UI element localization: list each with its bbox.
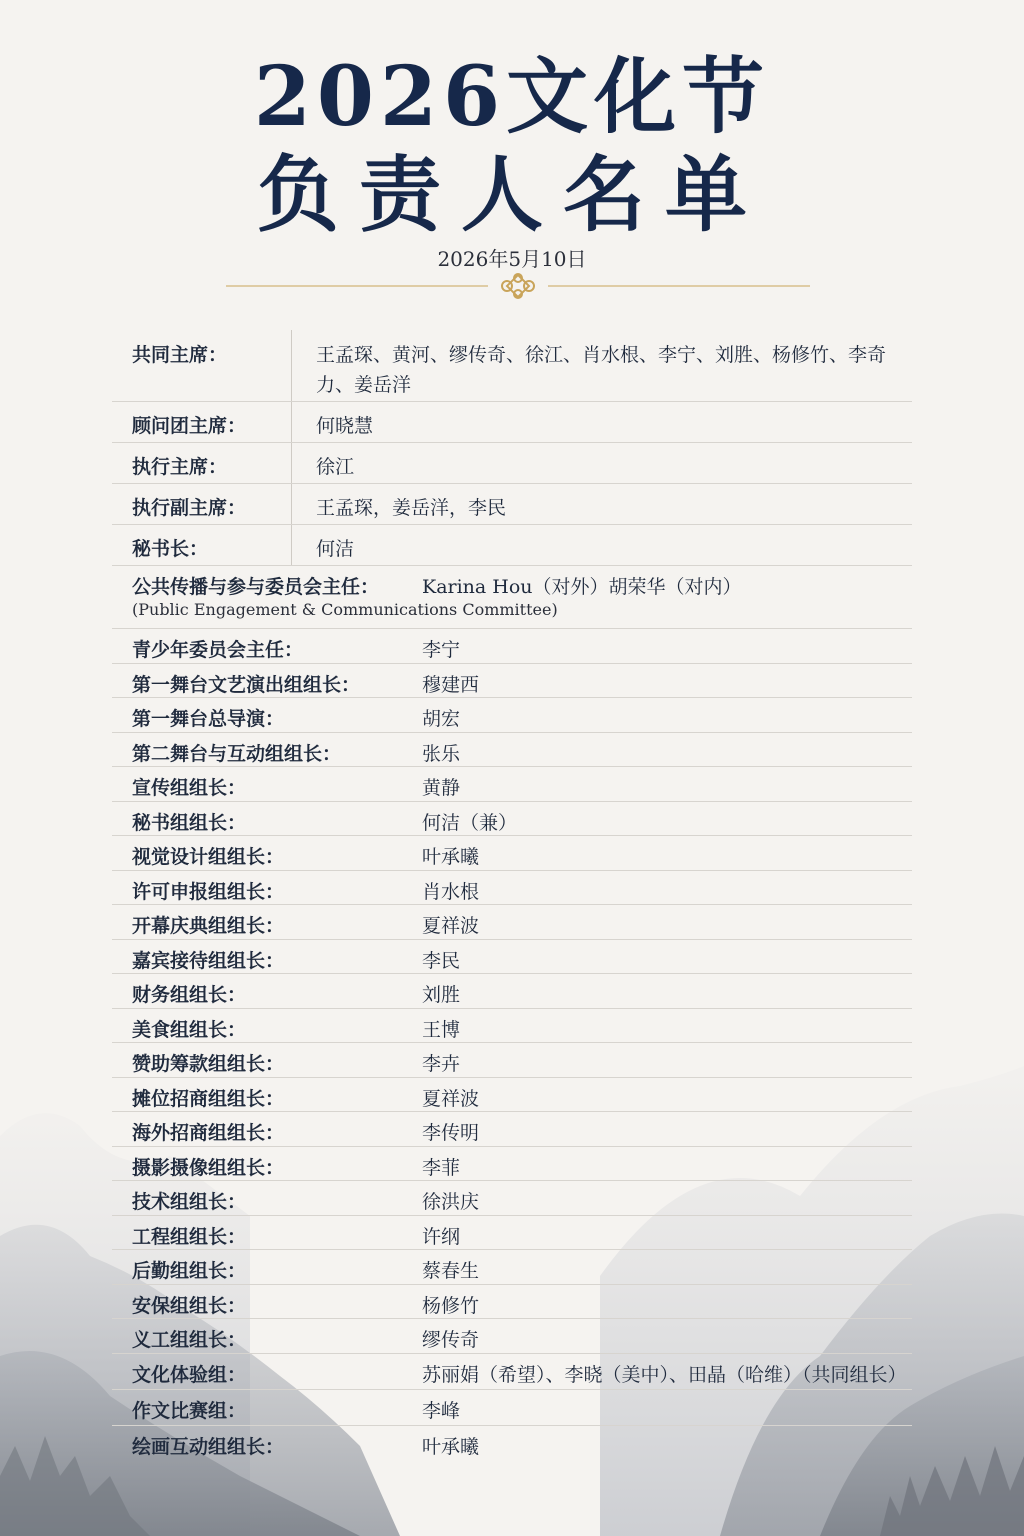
names-value: 李宁 [422, 639, 461, 661]
table-row [112, 698, 912, 733]
table-row [112, 484, 912, 525]
committee-english-name: (Public Engagement & Communications Committee) [132, 600, 558, 619]
table-row [112, 330, 912, 402]
names-value: 李菲 [422, 1156, 461, 1179]
names-value: 李民 [422, 949, 461, 972]
page-title-line1: 2026文化节 [253, 49, 771, 145]
names-value: 何晓慧 [316, 415, 374, 437]
names-value: 缪传奇 [422, 1329, 480, 1351]
role-label: 第一舞台总导演： [132, 708, 285, 730]
group-list [112, 629, 912, 1462]
role-label: 执行主席： [132, 456, 228, 478]
role-label: 工程组组长： [132, 1225, 247, 1248]
role-label: 第二舞台与互动组组长： [132, 742, 342, 765]
table-row [112, 1285, 912, 1320]
role-label: 技术组组长： [132, 1191, 247, 1213]
role-label: 美食组组长： [132, 1018, 247, 1041]
role-label: 安保组组长： [132, 1294, 247, 1317]
leader-list [112, 330, 912, 1462]
role-label: 公共传播与参与委员会主任： [132, 576, 380, 598]
table-row [112, 1354, 912, 1390]
table-row [112, 1319, 912, 1354]
names-value: 苏丽娟（希望）、李晓（美中）、田晶（哈维）（共同组长） [422, 1363, 907, 1386]
names-value: 李卉 [422, 1053, 461, 1075]
table-row [112, 1390, 912, 1426]
role-label: 后勤组组长： [132, 1260, 247, 1282]
role-label: 海外招商组组长： [132, 1122, 285, 1144]
role-label: 宣传组组长： [132, 777, 247, 799]
table-row [112, 1426, 912, 1462]
role-label: 顾问团主席： [132, 415, 247, 437]
table-row [112, 802, 912, 837]
names-value: 张乐 [422, 742, 461, 765]
role-label: 作文比赛组： [132, 1399, 247, 1422]
names-value: 李传明 [422, 1122, 480, 1144]
role-label: 嘉宾接待组组长： [132, 949, 285, 972]
table-row [112, 629, 912, 664]
role-label: 财务组组长： [132, 984, 247, 1006]
role-label: 青少年委员会主任： [132, 639, 304, 661]
role-label: 视觉设计组组长： [132, 846, 285, 868]
names-value: 夏祥波 [422, 1087, 480, 1110]
names-value: 肖水根 [422, 880, 480, 903]
role-label: 许可申报组组长： [132, 880, 285, 903]
names-value: 何洁（兼） [422, 811, 518, 834]
ornament-divider [226, 272, 810, 302]
table-row [112, 1078, 912, 1113]
table-row [112, 1112, 912, 1147]
knot-ornament-icon [502, 274, 534, 298]
table-row [112, 1216, 912, 1251]
role-label: 秘书长： [132, 538, 209, 560]
table-row [112, 871, 912, 906]
role-label: 绘画互动组组长： [132, 1435, 285, 1458]
role-label: 秘书组组长： [132, 811, 247, 834]
table-row [112, 1009, 912, 1044]
table-row [112, 940, 912, 975]
names-value: 蔡春生 [422, 1260, 480, 1282]
names-value: 杨修竹 [422, 1294, 480, 1317]
role-label: 赞助筹款组组长： [132, 1053, 285, 1075]
role-label: 义工组组长： [132, 1329, 247, 1351]
table-row [112, 1147, 912, 1182]
names-value: 李峰 [422, 1399, 461, 1422]
names-value: Karina Hou（对外）胡荣华（对内） [422, 576, 742, 598]
names-value: 徐洪庆 [422, 1191, 480, 1213]
role-label: 摊位招商组组长： [132, 1087, 285, 1110]
names-value: 胡宏 [422, 708, 461, 730]
names-value: 叶承曦 [422, 1435, 480, 1458]
table-row [112, 905, 912, 940]
date: 2026年5月10日 [437, 247, 587, 271]
names-value: 何洁 [316, 538, 355, 560]
table-row [112, 733, 912, 768]
role-label: 文化体验组： [132, 1363, 247, 1386]
table-row [112, 402, 912, 443]
table-row [112, 443, 912, 484]
role-label: 开幕庆典组组长： [132, 915, 285, 937]
names-value: 黄静 [422, 777, 461, 799]
table-row [112, 664, 912, 699]
table-row [112, 1181, 912, 1216]
names-value: 徐江 [316, 456, 355, 478]
table-row [112, 1250, 912, 1285]
table-row [112, 767, 912, 802]
names-value: 王孟琛，姜岳洋，李民 [316, 497, 507, 519]
names-value: 刘胜 [422, 984, 461, 1006]
role-label: 摄影摄像组组长： [132, 1156, 285, 1179]
table-row [112, 836, 912, 871]
table-row [112, 974, 912, 1009]
public-committee-row [112, 566, 912, 629]
names-value: 许纲 [422, 1225, 461, 1248]
names-value: 王孟琛、黄河、缪传奇、徐江、肖水根、李宁、刘胜、杨修竹、李奇力、姜岳洋 [316, 344, 887, 396]
page-title-line2: 负责人名单 [256, 147, 767, 243]
role-label: 共同主席： [132, 344, 228, 366]
table-row [112, 1043, 912, 1078]
names-value: 夏祥波 [422, 915, 480, 937]
table-row [112, 525, 912, 566]
names-value: 叶承曦 [422, 846, 480, 868]
role-label: 第一舞台文艺演出组组长： [132, 673, 361, 696]
role-label: 执行副主席： [132, 497, 247, 519]
names-value: 王博 [422, 1018, 461, 1041]
names-value: 穆建西 [422, 673, 480, 696]
